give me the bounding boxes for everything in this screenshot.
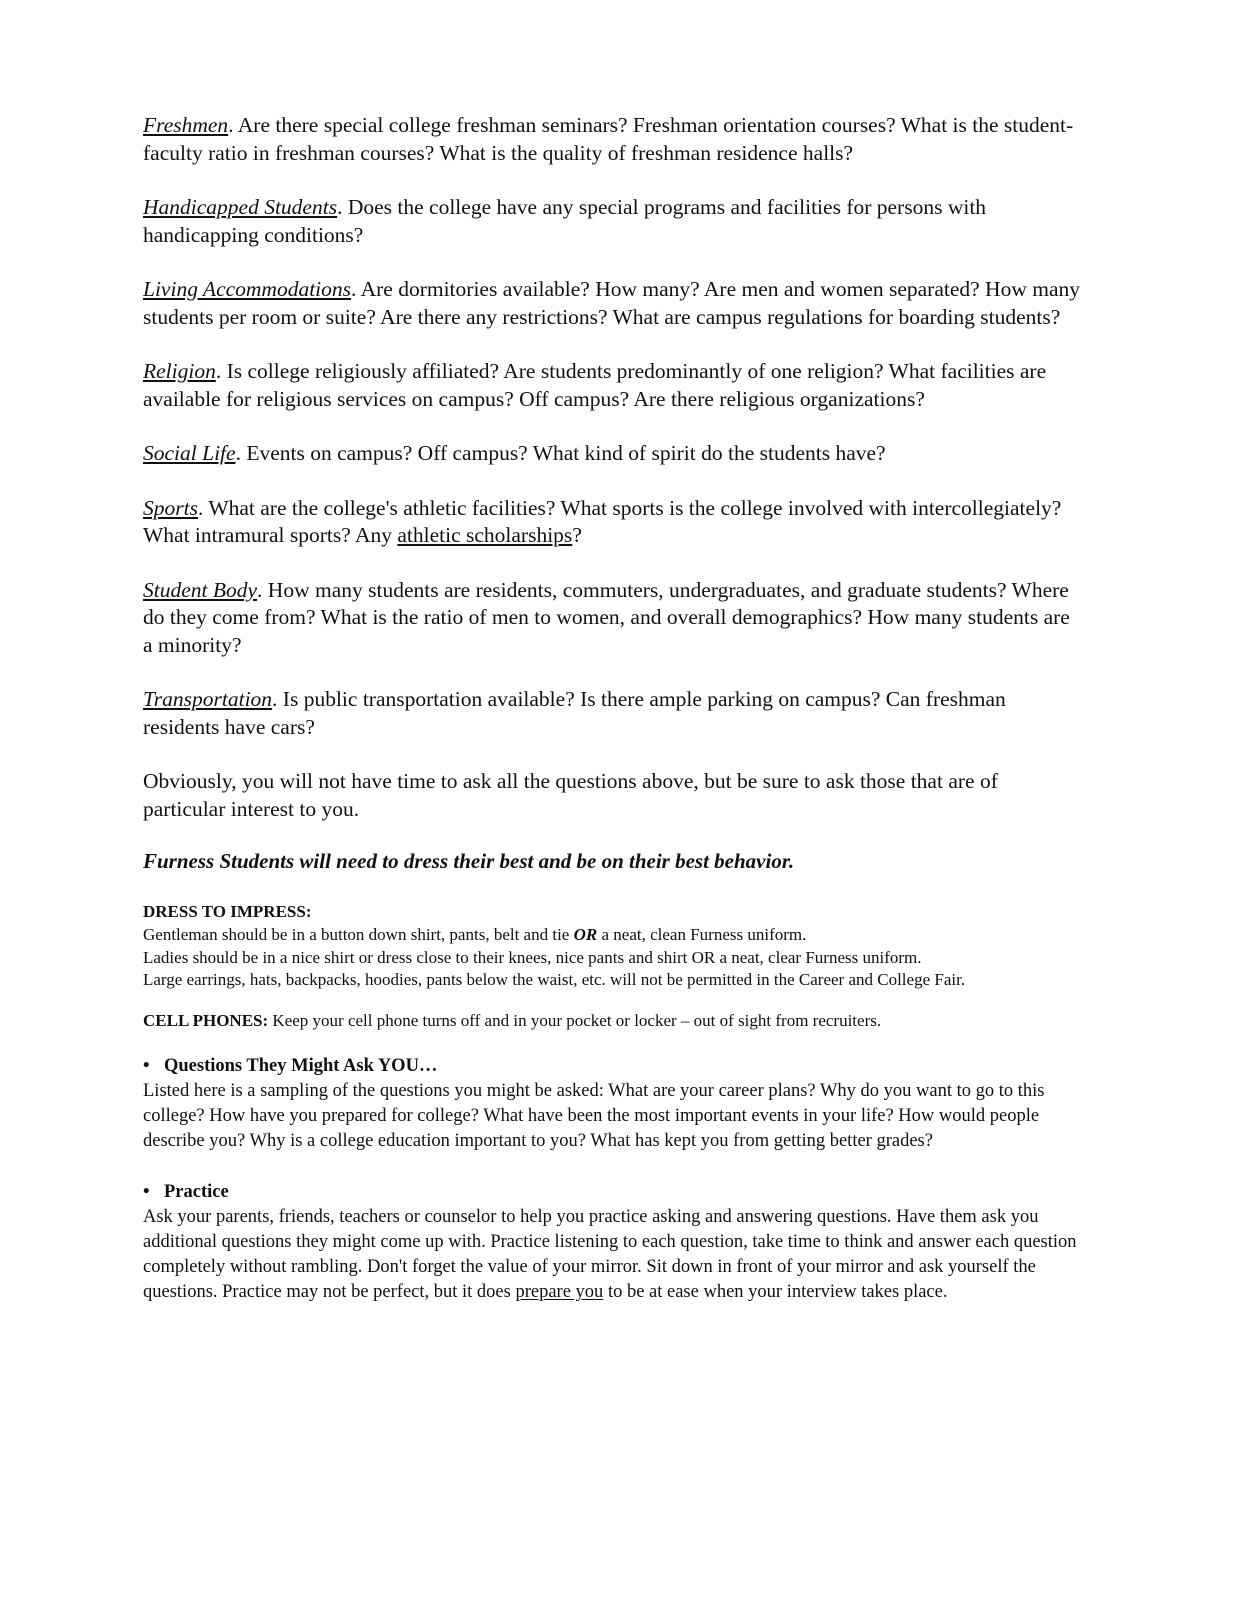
dress-prohibited: Large earrings, hats, backpacks, hoodies, pants below the waist, etc. will not be permitted in the Career and College Fair. (143, 970, 966, 989)
questions-section (143, 1054, 1083, 1154)
cell-phones-section (143, 1010, 1083, 1033)
dress-code-section (143, 900, 1083, 992)
practice-text (143, 1205, 1083, 1305)
topic-text: . Are there special college freshman seminars? Freshman orientation courses? What is the student-faculty ratio in freshman courses? What is the quality of freshman residence halls? (143, 113, 1074, 165)
document-page (143, 112, 1083, 1331)
practice-heading (143, 1180, 1083, 1205)
topic-student-body (143, 577, 1083, 660)
topic-term: Living Accommodations (143, 277, 352, 301)
topic-text: . Are dormitories available? How many? Are men and women separated? How many students per room or suite? Are there any restrictions? What are campus regulations for boarding students? (143, 277, 1080, 329)
topic-social-life (143, 440, 1083, 468)
topic-sports (143, 495, 1083, 550)
topic-religion (143, 358, 1083, 413)
topic-text-end: ? (572, 523, 582, 547)
dress-gentleman-text: Gentleman should be in a button down shirt, pants, belt and tie (143, 925, 574, 944)
behavior-notice: Furness Students will need to dress their best and be on their best behavior. (143, 849, 795, 873)
dress-gentleman (143, 924, 1083, 947)
topic-text: . How many students are residents, commuters, undergraduates, and graduate students? Where do they come from? What is the ratio of men to women, and overall demographics? How many students are a minority? (143, 577, 1070, 657)
topic-text: . Is public transportation available? Is there ample parking on campus? Can freshman residents have cars? (143, 687, 1006, 739)
topic-freshmen (143, 112, 1083, 167)
topic-text: . What are the college's athletic facilities? What sports is the college involved with intercollegiately? What intramural sports? Any (143, 495, 1062, 547)
questions-heading (143, 1054, 1083, 1079)
practice-heading-text: Practice (164, 1182, 229, 1202)
bullet-icon: • (143, 1182, 150, 1202)
topic-term: Social Life (143, 441, 236, 465)
questions-text: Listed here is a sampling of the questions you might be asked: What are your career plans? Why do you want to go to this college? How have you prepared for college? What have been the most important events in your life? How would people describe you? Why is a college education important to you? What has kept you from getting better grades? (143, 1081, 1045, 1151)
cell-phones-label: CELL PHONES: (143, 1010, 269, 1030)
topic-term: Religion (143, 359, 216, 383)
topic-text: . Is college religiously affiliated? Are students predominantly of one religion? What facilities are available for religious services on campus? Off campus? Are there religious organizations? (143, 359, 1047, 411)
topic-transportation (143, 686, 1083, 741)
topic-handicapped-students (143, 194, 1083, 249)
practice-section (143, 1180, 1083, 1305)
closing-paragraph: Obviously, you will not have time to ask all the questions above, but be sure to ask those that are of particular interest to you. (143, 769, 998, 821)
questions-heading-text: Questions They Might Ask YOU… (164, 1056, 438, 1076)
prepare-you-link[interactable]: prepare you (515, 1282, 604, 1302)
dress-ladies: Ladies should be in a nice shirt or dress close to their knees, nice pants and shirt OR a neat, clear Furness uniform. (143, 947, 922, 967)
topic-term: Transportation (143, 687, 273, 711)
topic-text: . Does the college have any special programs and facilities for persons with handicapping conditions? (143, 195, 987, 247)
bullet-icon: • (143, 1056, 150, 1076)
topic-term: Sports (143, 495, 198, 520)
topic-term: Handicapped Students (143, 195, 338, 219)
cell-phones-text: Keep your cell phone turns off and in your pocket or locker – out of sight from recruiters. (268, 1010, 882, 1030)
topic-term: Freshmen (143, 113, 229, 137)
topic-text: . Events on campus? Off campus? What kind of spirit do the students have? (235, 441, 886, 465)
dress-gentleman-text-end: a neat, clean Furness uniform. (597, 925, 807, 944)
practice-text-start: Ask your parents, friends, teachers or counselor to help you practice asking and answering questions. Have them ask you additional questions they might come up with. Practice listening to each question, take time to think and answer each question completely without rambling. Don't forget the value of your mirror. Sit down in front of your mirror and ask yourself the questions. Practice may not be perfect, but it does (143, 1207, 1077, 1302)
athletic-scholarships-link[interactable]: athletic scholarships (397, 523, 573, 547)
topic-term: Student Body (143, 577, 258, 602)
dress-code-heading: DRESS TO IMPRESS: (143, 902, 312, 921)
topic-living-accommodations (143, 276, 1083, 331)
dress-or: OR (573, 925, 598, 944)
practice-text-end: to be at ease when your interview takes place. (603, 1282, 948, 1302)
